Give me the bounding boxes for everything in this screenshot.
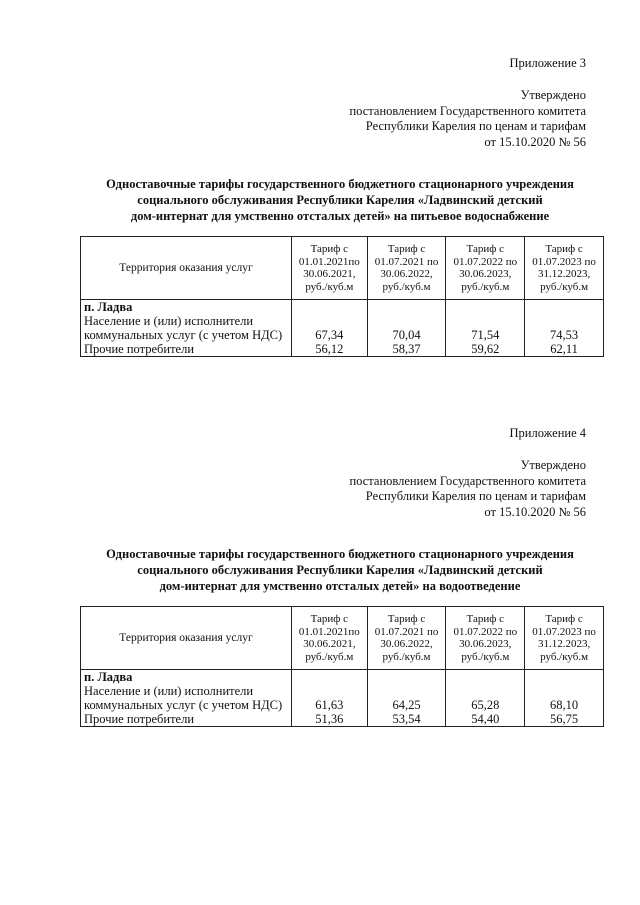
tariff-header-line: 01.01.2021по [298,625,360,638]
tariff-header-line: руб./куб.м [540,280,589,293]
tariff-header-line: руб./куб.м [461,650,510,663]
value-other: 56,12 [315,342,344,356]
tariff-header-line: 01.07.2022 по [453,625,518,638]
territory-header: Территория оказания услуг [81,237,292,300]
value-population: 65,28 [471,698,500,712]
tariff-table [80,606,604,727]
tariff-header-line: руб./куб.м [382,650,431,663]
tariff-header-line: Тариф с [466,243,505,255]
tariff-header-line: Тариф с [387,613,426,625]
value-other: 54,40 [471,712,500,726]
approved-by: постановлением Государственного комитета [349,473,586,488]
row-label-population-b: коммунальных услуг (с учетом НДС) [84,328,283,342]
row-label-other: Прочие потребители [84,712,195,726]
tariff-header-2 [367,607,446,670]
value-cell [292,300,368,357]
title-line-1: Одноставочные тарифы государственного бюджетного стационарного учреждения [106,177,574,191]
appendix-label: Приложение 4 [509,426,586,440]
tariff-header-line: 30.06.2021, [303,268,356,280]
tariff-header-line: руб./куб.м [305,650,354,663]
approved-word: Утверждено [520,88,586,102]
tariff-header-line: 30.06.2021, [303,638,356,650]
tariff-header-3 [446,607,525,670]
value-population: 68,10 [550,698,579,712]
approved-committee: Республики Карелия по ценам и тарифам [365,489,586,503]
tariff-header-1 [292,607,368,670]
approved-date: от 15.10.2020 № 56 [484,504,586,519]
place-name: п. Ладва [84,300,133,314]
tariff-header-line: Тариф с [466,613,505,625]
table-row [81,670,604,727]
value-population: 74,53 [550,328,579,342]
place-name: п. Ладва [84,670,133,684]
tariff-header-1 [292,237,368,300]
tariff-header-line: 30.06.2022, [380,268,433,280]
value-other: 53,54 [392,712,421,726]
value-other: 59,62 [471,342,500,356]
approved-date: от 15.10.2020 № 56 [484,134,586,149]
title-line-1: Одноставочные тарифы государственного бюджетного стационарного учреждения [106,547,574,561]
territory-header: Территория оказания услуг [81,607,292,670]
approval-block [349,458,586,520]
tariff-header-line: 31.12.2023, [537,268,591,280]
value-cell [367,300,446,357]
title-line-2: социального обслуживания Республики Карелия «Ладвинский детский [137,193,543,207]
value-cell [446,670,525,727]
table-header-row [81,607,604,670]
tariff-header-line: руб./куб.м [305,280,354,293]
title-line-2: социального обслуживания Республики Карелия «Ладвинский детский [137,563,543,577]
value-population: 71,54 [471,328,500,342]
document-title [80,176,600,224]
tariff-header-line: 01.07.2022 по [453,255,518,268]
tariff-header-line: 01.07.2021 по [374,255,439,268]
territory-cell [81,300,292,357]
approved-committee: Республики Карелия по ценам и тарифам [365,119,586,133]
tariff-header-line: 30.06.2023, [459,268,512,280]
title-line-3: дом-интернат для умственно отсталых детей» на водоотведение [159,579,521,593]
approved-word: Утверждено [520,458,586,472]
tariff-header-line: 30.06.2023, [459,638,512,650]
tariff-header-line: 01.07.2021 по [374,625,439,638]
tariff-header-line: 01.01.2021по [298,255,360,268]
value-population: 61,63 [315,698,344,712]
tariff-header-line: Тариф с [387,243,426,255]
approved-by: постановлением Государственного комитета [349,103,586,118]
tariff-header-line: Тариф с [310,613,349,625]
value-other: 62,11 [550,342,578,356]
value-cell [525,670,604,727]
appendix-label: Приложение 3 [509,56,586,70]
value-population: 70,04 [392,328,421,342]
tariff-header-line: Тариф с [310,243,349,255]
tariff-header-line: Тариф с [545,243,583,255]
tariff-header-line: руб./куб.м [382,280,431,293]
value-other: 58,37 [392,342,421,356]
tariff-header-2 [367,237,446,300]
tariff-header-line: 31.12.2023, [537,638,591,650]
table-row [81,300,604,357]
tariff-header-line: 01.07.2023 по [532,625,596,638]
tariff-header-4 [525,607,604,670]
value-cell [525,300,604,357]
approval-block [349,88,586,150]
tariff-header-4 [525,237,604,300]
value-other: 56,75 [550,712,579,726]
value-other: 51,36 [315,712,344,726]
row-label-other: Прочие потребители [84,342,195,356]
value-cell [446,300,525,357]
document-title [80,546,600,594]
tariff-header-3 [446,237,525,300]
title-line-3: дом-интернат для умственно отсталых детей» на питьевое водоснабжение [130,209,550,223]
tariff-header-line: руб./куб.м [540,650,589,663]
tariff-header-line: 01.07.2023 по [532,255,596,268]
tariff-header-line: руб./куб.м [461,280,510,293]
tariff-header-line: 30.06.2022, [380,638,433,650]
tariff-table [80,236,604,357]
table-header-row [81,237,604,300]
value-population: 67,34 [315,328,344,342]
row-label-population-b: коммунальных услуг (с учетом НДС) [84,698,283,712]
territory-cell [81,670,292,727]
row-label-population-a: Население и (или) исполнители [84,314,254,328]
value-population: 64,25 [392,698,421,712]
row-label-population-a: Население и (или) исполнители [84,684,254,698]
value-cell [292,670,368,727]
value-cell [367,670,446,727]
tariff-header-line: Тариф с [545,613,583,625]
